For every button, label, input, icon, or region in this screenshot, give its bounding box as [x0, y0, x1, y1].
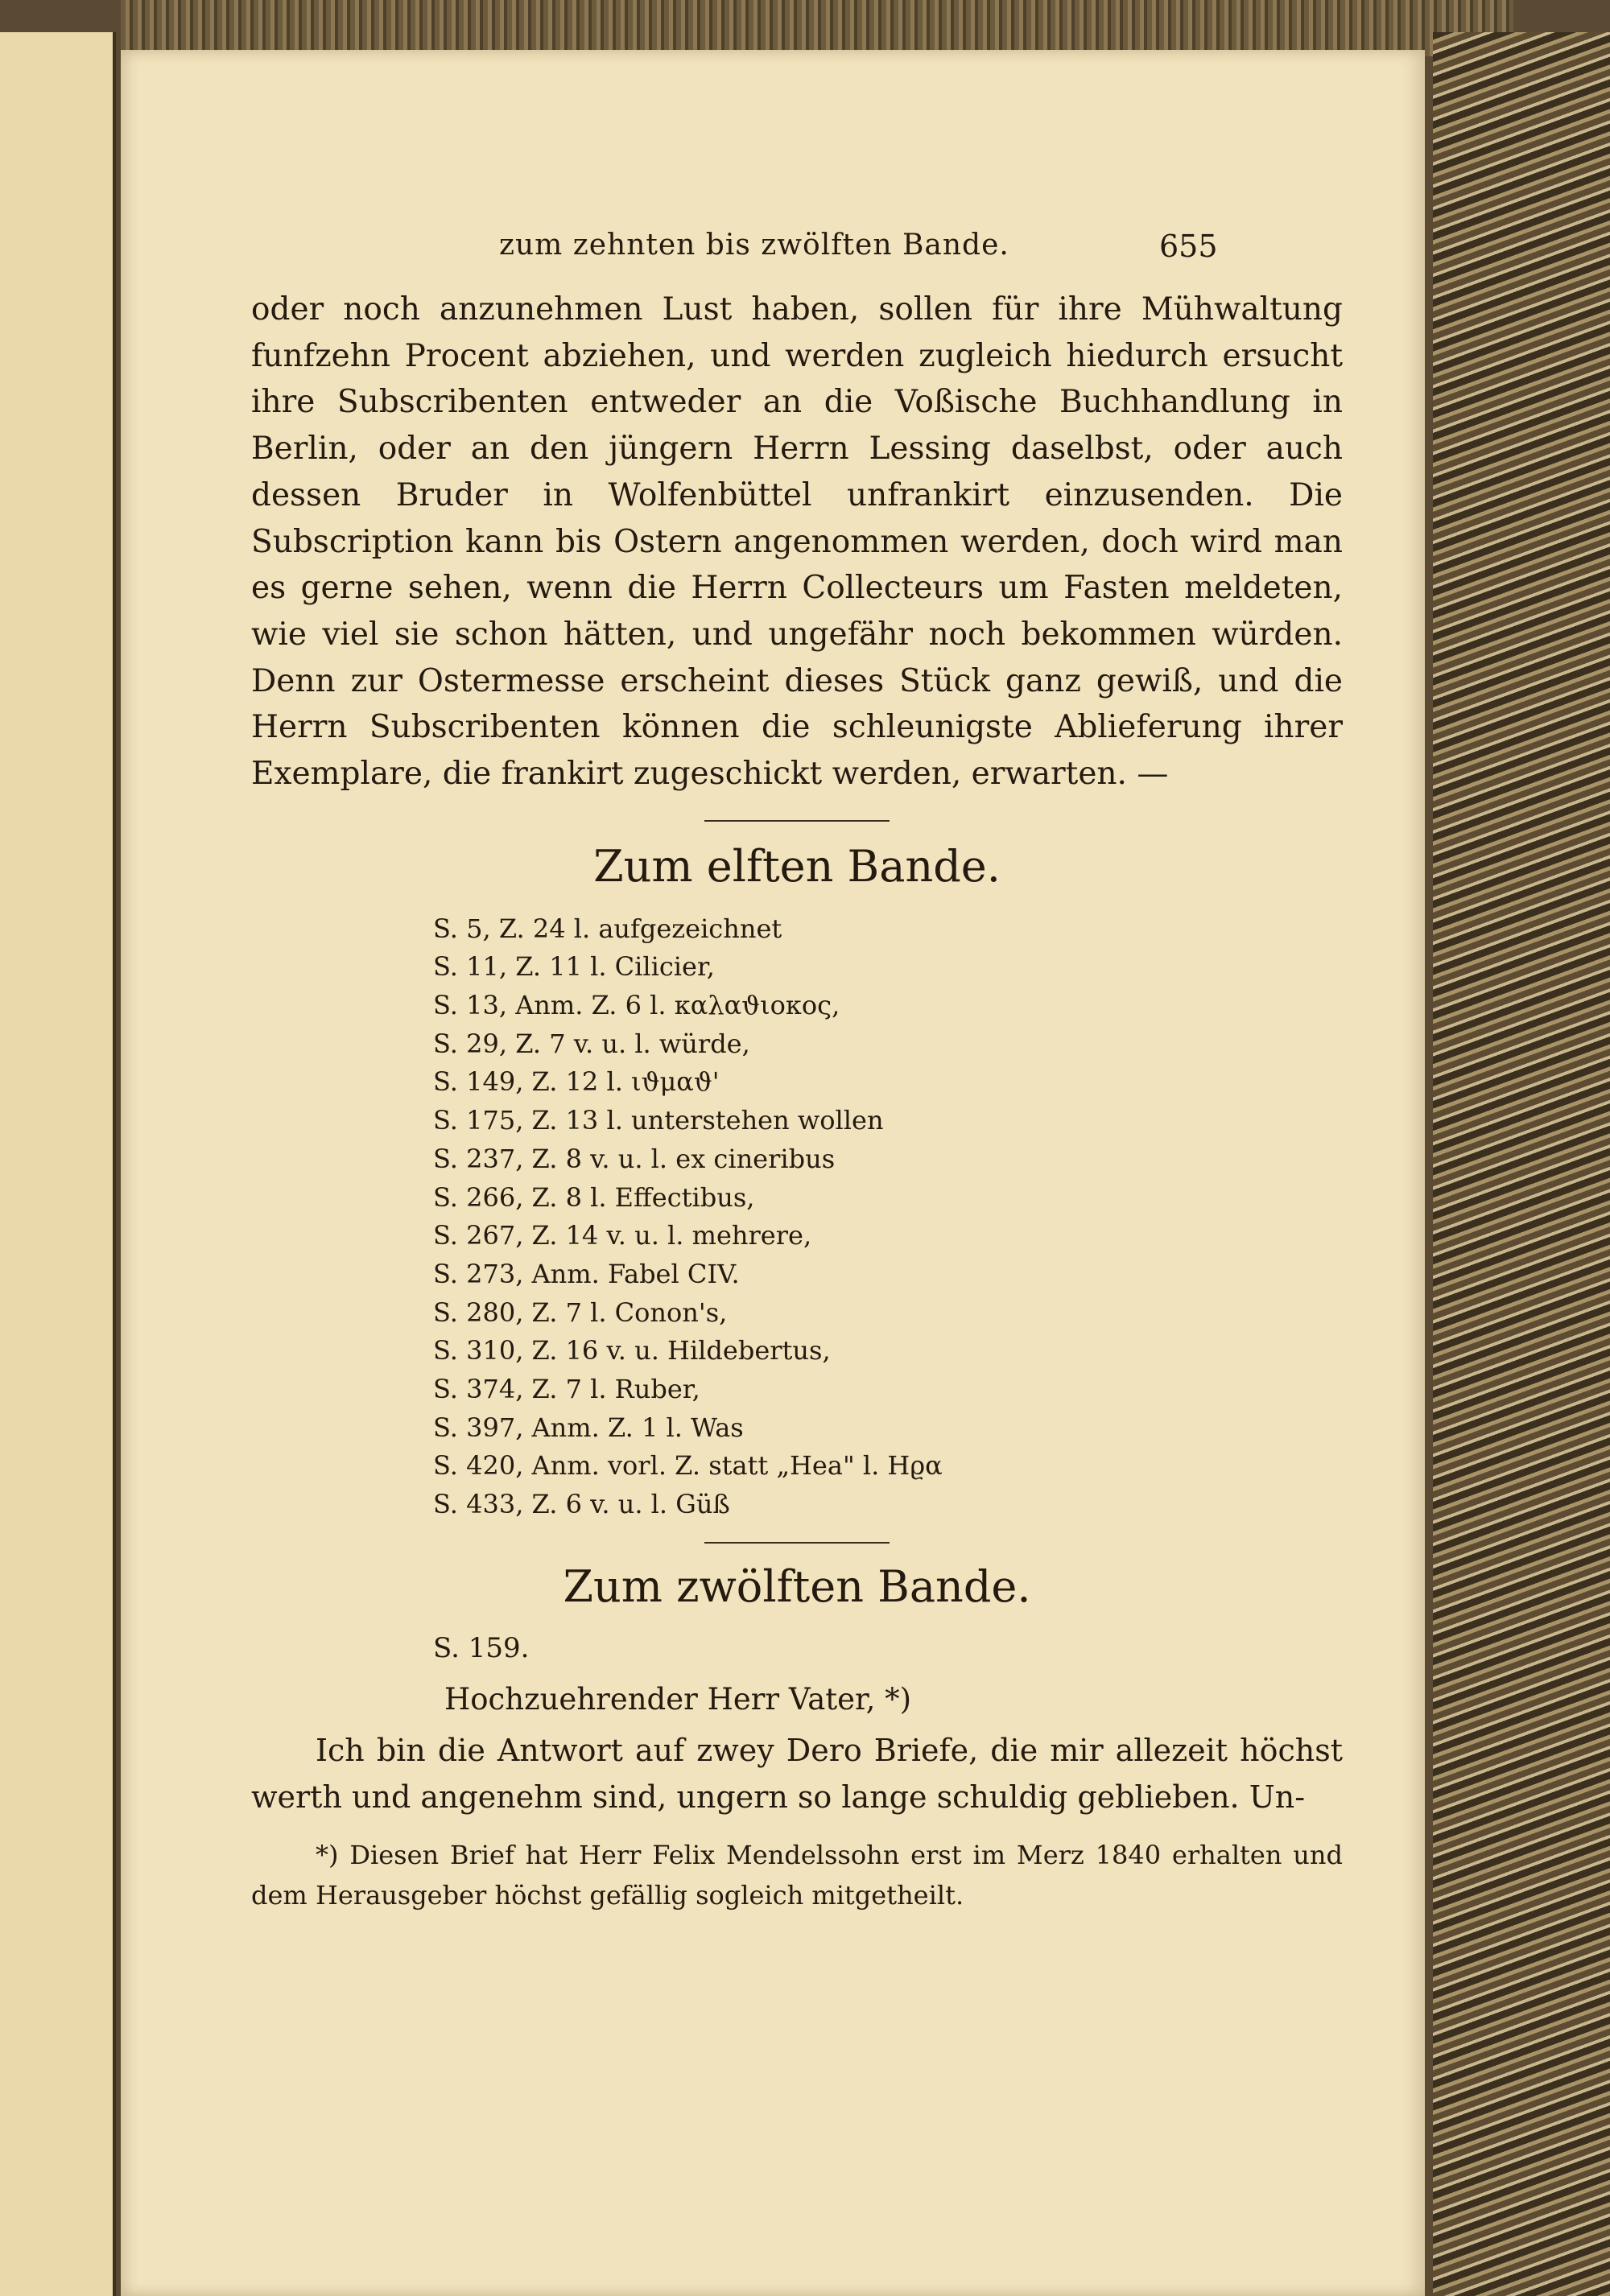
- errata-item: S. 13, Anm. Z. 6 l. καλαϑιοκος,: [433, 990, 840, 1021]
- running-head: [121, 229, 1425, 277]
- errata-item: S. 29, Z. 7 v. u. l. würde,: [433, 1028, 750, 1059]
- errata-item: S. 310, Z. 16 v. u. Hildebertus,: [433, 1335, 831, 1366]
- errata-item: S. 5, Z. 24 l. aufgezeichnet: [433, 913, 782, 944]
- errata-item: S. 420, Anm. vorl. Z. statt „Hea" l. Hϱα: [433, 1450, 943, 1482]
- facing-page-edge: [0, 32, 116, 2296]
- errata-item: S. 149, Z. 12 l. ιϑμαϑ': [433, 1066, 720, 1098]
- errata-item: S. 374, Z. 7 l. Ruber,: [433, 1373, 700, 1404]
- section-title-12: Zum zwölften Bande.: [563, 1560, 1031, 1612]
- book-page: [121, 50, 1425, 2296]
- errata-item: S. 273, Anm. Fabel CIV.: [433, 1258, 740, 1289]
- letter-salutation: Hochzuehrender Herr Vater, *): [444, 1681, 912, 1717]
- intro-paragraph: oder noch anzunehmen Lust haben, sollen für ihre Mühwaltung funfzehn Procent abziehen, und werden zugleich hiedurch ersucht ihre Subscribenten entweder an die Voßische Buchhandlung in Berlin, oder an den jüngern Herrn Lessing daselbst, oder auch dessen Bruder in Wolfenbüttel unfrankirt einzusenden. Die Subscription kann bis Ostern angenommen werden, doch wird man es gerne sehen, wenn die Herrn Collecteurs um Fasten meldeten, wie viel sie schon hätten, und ungefähr noch bekommen würden. Denn zur Ostermesse erscheint dieses Stück ganz gewiß, und die Herrn Subscribenten können die schleunigste Ablieferung ihrer Exemplare, die frankirt zugeschickt werden, erwarten. —: [251, 291, 1343, 793]
- errata-list-11: [251, 910, 1343, 1524]
- errata-item: S. 237, Z. 8 v. u. l. ex cineribus: [433, 1143, 836, 1174]
- page-reference: S. 159.: [433, 1631, 530, 1664]
- errata-item: S. 397, Anm. Z. 1 l. Was: [433, 1412, 744, 1443]
- section-title-11: Zum elften Bande.: [593, 840, 1001, 892]
- errata-item: S. 266, Z. 8 l. Effectibus,: [433, 1181, 755, 1213]
- section-divider: [704, 1542, 890, 1544]
- letter-text: Ich bin die Antwort auf zwey Dero Briefe, die mir allezeit höchst werth und angenehm sind, ungern so lange schuldig geblieben. Un-: [251, 1732, 1343, 1815]
- errata-item: S. 267, Z. 14 v. u. l. mehrere,: [433, 1220, 812, 1251]
- errata-item: S. 280, Z. 7 l. Conon's,: [433, 1296, 728, 1328]
- marbled-cover: [1433, 32, 1610, 2296]
- running-title: zum zehnten bis zwölften Bande.: [499, 229, 1009, 262]
- body-text: [251, 286, 1343, 1915]
- footnote: *) Diesen Brief hat Herr Felix Mendelssohn erst im Merz 1840 erhalten und dem Herausgeber höchst gefällig sogleich mitgetheilt.: [251, 1839, 1343, 1911]
- errata-item: S. 433, Z. 6 v. u. l. Güß: [433, 1489, 730, 1520]
- page-number: 655: [1159, 229, 1218, 264]
- section-divider: [704, 820, 890, 822]
- errata-item: S. 175, Z. 13 l. unterstehen wollen: [433, 1105, 884, 1136]
- book-top-edge: [121, 0, 1513, 56]
- errata-item: S. 11, Z. 11 l. Cilicier,: [433, 951, 715, 983]
